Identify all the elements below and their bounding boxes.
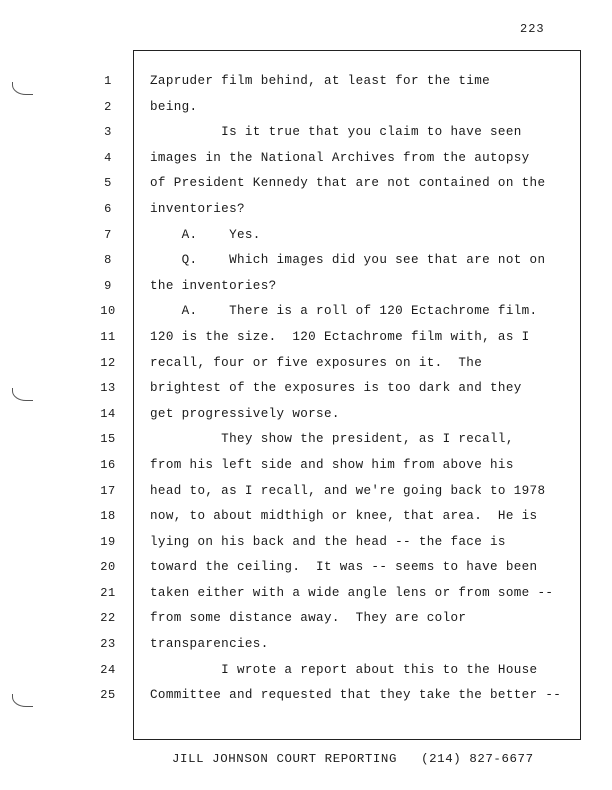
line-number: 25 xyxy=(100,688,116,703)
line-number: 3 xyxy=(104,125,112,140)
line-number: 14 xyxy=(100,406,116,421)
transcript-line: taken either with a wide angle lens or from some -- xyxy=(150,585,554,600)
line-number: 6 xyxy=(104,201,112,216)
line-number: 8 xyxy=(104,253,112,268)
transcript-line: recall, four or five exposures on it. The xyxy=(150,355,483,370)
line-number: 12 xyxy=(100,355,116,370)
transcript-line: Zapruder film behind, at least for the time xyxy=(150,74,491,88)
transcript-line: A. There is a roll of 120 Ectachrome film. xyxy=(150,304,538,319)
line-number: 2 xyxy=(104,99,112,114)
transcript-line: being. xyxy=(150,99,198,114)
page-number: 223 xyxy=(520,22,545,36)
line-number: 20 xyxy=(100,560,116,575)
transcript-line: from his left side and show him from above his xyxy=(150,457,514,472)
line-number: 13 xyxy=(100,381,116,396)
transcript-line: Is it true that you claim to have seen xyxy=(150,125,522,140)
line-number: 9 xyxy=(104,278,112,293)
line-number: 17 xyxy=(100,483,116,498)
line-number: 18 xyxy=(100,509,116,524)
transcript-line: 120 is the size. 120 Ectachrome film with, as I xyxy=(150,329,530,344)
line-number: 10 xyxy=(100,304,116,319)
transcript-line: from some distance away. They are color xyxy=(150,611,467,626)
transcript-line: I wrote a report about this to the House xyxy=(150,662,538,677)
transcript-line: inventories? xyxy=(150,201,245,216)
line-number: 19 xyxy=(100,534,116,549)
line-number: 22 xyxy=(100,611,116,626)
transcript-line: Q. Which images did you see that are not on xyxy=(150,253,546,268)
transcript-body xyxy=(150,71,575,711)
line-number: 5 xyxy=(104,176,112,191)
transcript-line: get progressively worse. xyxy=(150,406,340,421)
transcript-line: head to, as I recall, and we're going back to 1978 xyxy=(150,483,546,498)
transcript-line: brightest of the exposures is too dark and they xyxy=(150,381,522,396)
transcript-line: toward the ceiling. It was -- seems to have been xyxy=(150,560,538,575)
transcript-line: lying on his back and the head -- the face is xyxy=(150,534,506,549)
line-number: 1 xyxy=(104,74,112,88)
transcript-line: the inventories? xyxy=(150,278,277,293)
transcript-line: A. Yes. xyxy=(150,227,261,242)
binder-hole-mark-middle xyxy=(12,388,33,401)
line-number: 16 xyxy=(100,457,116,472)
binder-hole-mark-top xyxy=(12,82,33,95)
line-number: 7 xyxy=(104,227,112,242)
transcript-line: transparencies. xyxy=(150,637,269,652)
transcript-line: They show the president, as I recall, xyxy=(150,432,514,447)
binder-hole-mark-bottom xyxy=(12,694,33,707)
transcript-line: Committee and requested that they take the better -- xyxy=(150,688,562,703)
line-number-column xyxy=(90,71,126,711)
transcript-line: now, to about midthigh or knee, that area. He is xyxy=(150,509,538,524)
line-number: 21 xyxy=(100,585,116,600)
transcript-line: images in the National Archives from the autopsy xyxy=(150,150,530,165)
transcript-line: of President Kennedy that are not contained on the xyxy=(150,176,546,191)
line-number: 23 xyxy=(100,637,116,652)
line-number: 24 xyxy=(100,662,116,677)
line-number: 15 xyxy=(100,432,116,447)
court-reporter-footer: JILL JOHNSON COURT REPORTING (214) 827-6677 xyxy=(172,752,534,766)
line-number: 11 xyxy=(100,329,116,344)
line-number: 4 xyxy=(104,150,112,165)
